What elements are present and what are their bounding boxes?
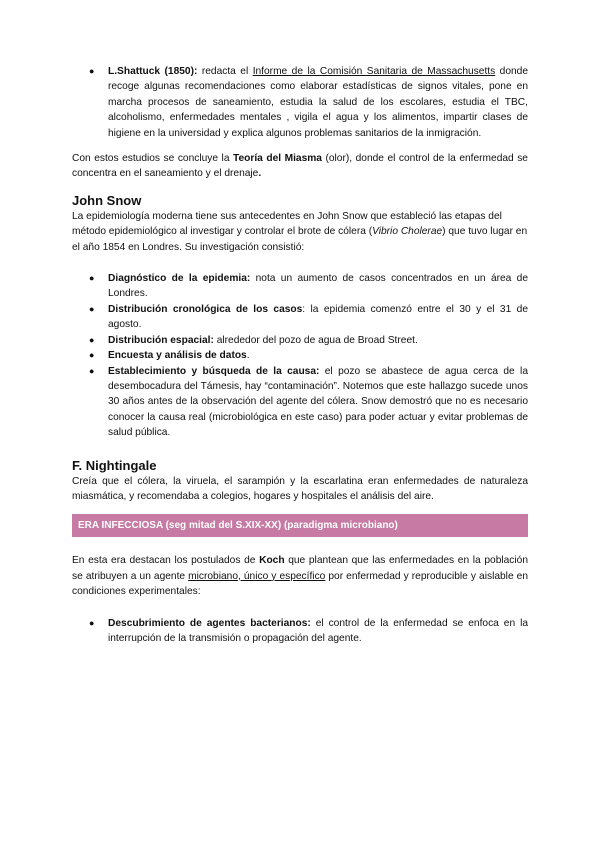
koch-text-1: En esta era destacan los postulados de bbox=[72, 555, 260, 567]
bullet-icon: ● bbox=[89, 66, 95, 76]
list-item bbox=[72, 271, 528, 302]
koch-microbial: microbiano, único y específico bbox=[188, 570, 326, 582]
step-label: Diagnóstico de la epidemia: bbox=[108, 273, 251, 285]
step-label: Distribución espacial: bbox=[108, 334, 214, 346]
shattuck-text-2: donde recoge algunas recomendaciones como elaborar estadísticas de signos vitales, pone en marcha procesos de saneamiento, estudia la salud de los escolares, estudia el TBC, alcoholismo, enfermedades mentales , vigila el agua y los alimentos, impartir clases de higiene en la universidad y explica algunos problemas sanitarios de la inmigración. bbox=[108, 66, 528, 139]
shattuck-text-1: redacta el bbox=[197, 66, 253, 77]
snow-intro bbox=[72, 209, 528, 255]
snow-heading: John Snow bbox=[72, 192, 142, 208]
koch-paragraph bbox=[72, 553, 528, 599]
list-item bbox=[72, 364, 528, 441]
step-text: : la epidemia comenzó entre el 30 y el 31 de agosto. bbox=[108, 303, 528, 331]
step-text: . bbox=[246, 350, 250, 362]
era-heading-bar: ERA INFECCIOSA (seg mitad del S.XIX-XX) (paradigma microbiano) bbox=[72, 514, 528, 537]
miasma-theory: Teoría del Miasma bbox=[233, 153, 322, 165]
snow-intro-2: ) que tuvo lugar en el año 1854 en Londres. Su investigación consistió: bbox=[72, 226, 528, 253]
nightingale-heading: F. Nightingale bbox=[72, 457, 157, 473]
shattuck-list bbox=[72, 64, 528, 141]
list-item bbox=[72, 616, 528, 647]
snow-steps-list bbox=[72, 271, 528, 440]
koch-text-3: por enfermedad y reproducible y aislable en condiciones experimentales: bbox=[72, 570, 529, 598]
list-item bbox=[72, 302, 528, 333]
miasma-end: . bbox=[258, 168, 262, 180]
document-body bbox=[72, 64, 528, 646]
list-item bbox=[72, 348, 528, 363]
bacterial-list bbox=[72, 616, 528, 647]
nightingale-text: Creía que el cólera, la viruela, el sarampión y la escarlatina eran enfermedades de naturaleza miasmática, y recomendaba a colegios, hogares y hospitales el análisis del aire. bbox=[72, 475, 528, 502]
list-item bbox=[72, 64, 528, 141]
miasma-text-2: (olor), donde el control de la enfermedad se concentra en el saneamiento y el drenaje bbox=[72, 153, 528, 180]
bullet-icon: ● bbox=[89, 303, 95, 314]
miasma-paragraph bbox=[72, 151, 528, 182]
bullet-icon: ● bbox=[89, 350, 95, 361]
vibrio-name: Vibrio Cholerae bbox=[372, 226, 443, 238]
bullet-icon: ● bbox=[89, 334, 95, 345]
bacterial-label: Descubrimiento de agentes bacterianos: bbox=[108, 617, 311, 629]
bacterial-text: el control de la enfermedad se enfoca en la interrupción de la transmisión o propagación del agente. bbox=[108, 617, 528, 644]
shattuck-report: Informe de la Comisión Sanitaria de Massachusetts bbox=[252, 66, 496, 77]
miasma-text-1: Con estos estudios se concluye la bbox=[72, 153, 234, 165]
step-label: Distribución cronológica de los casos bbox=[108, 303, 303, 315]
shattuck-name: L.Shattuck (1850): bbox=[108, 66, 198, 77]
step-text: el pozo se abastece de agua cerca de la desembocadura del Támesis, hay “contaminación”. Notemos que este hallazgo sucede unos 30 años antes de la observación del agente del cólera. Snow demostró que no es necesario conocer la causa real (microbiológica en este caso) para poder actuar y evitar problemas de salud pública. bbox=[108, 365, 528, 439]
bullet-icon: ● bbox=[89, 617, 95, 628]
koch-name: Koch bbox=[259, 555, 285, 567]
list-item bbox=[72, 333, 528, 348]
step-text: alrededor del pozo de agua de Broad Street. bbox=[213, 334, 418, 346]
step-label: Encuesta y análisis de datos bbox=[108, 350, 247, 362]
bullet-icon: ● bbox=[89, 365, 95, 376]
bullet-icon: ● bbox=[89, 273, 95, 284]
step-label: Establecimiento y búsqueda de la causa: bbox=[108, 365, 320, 377]
snow-intro-1: La epidemiología moderna tiene sus antecedentes en John Snow que estableció las etapas del método epidemiológico al investigar y controlar el brote de cólera ( bbox=[72, 210, 502, 238]
step-text: nota un aumento de casos concentrados en un área de Londres. bbox=[108, 273, 529, 300]
koch-text-2: que plantean que las enfermedades en la población se atribuyen a un agente bbox=[72, 555, 529, 582]
